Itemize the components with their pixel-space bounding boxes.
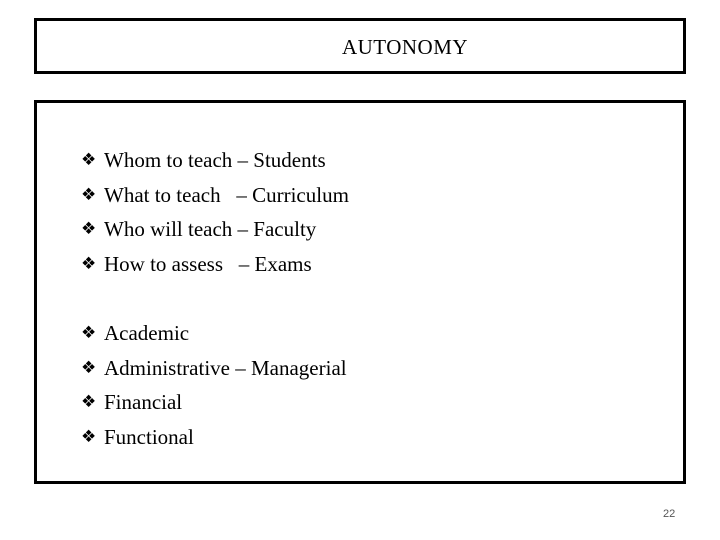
slide-title: AUTONOMY [341, 35, 469, 59]
list-item [81, 178, 349, 213]
list-item-text: Whom to teach – Students [104, 147, 326, 172]
diamond-bullet-icon: ❖ [81, 392, 97, 413]
list-item [81, 420, 347, 455]
diamond-bullet-icon: ❖ [81, 426, 97, 447]
title-box [34, 18, 686, 74]
diamond-bullet-icon: ❖ [81, 184, 97, 205]
diamond-bullet-icon: ❖ [81, 322, 97, 343]
list-item [81, 247, 349, 282]
list-item-text: Who will teach – Faculty [104, 217, 317, 242]
list-item [81, 316, 347, 351]
list-item-text: Academic [104, 320, 190, 345]
list-item-text: Functional [104, 424, 194, 449]
content-box [34, 100, 686, 484]
diamond-bullet-icon: ❖ [81, 219, 97, 240]
list-item [81, 351, 347, 386]
bullet-list-types [81, 316, 347, 455]
list-item [81, 385, 347, 420]
diamond-bullet-icon: ❖ [81, 149, 97, 170]
list-item-text: What to teach – Curriculum [104, 182, 349, 207]
list-item-text: Financial [104, 390, 183, 415]
list-item-text: Administrative – Managerial [104, 355, 347, 380]
diamond-bullet-icon: ❖ [81, 253, 97, 274]
list-item [81, 212, 349, 247]
diamond-bullet-icon: ❖ [81, 357, 97, 378]
bullet-list-questions [81, 143, 349, 282]
page-number: 22 [663, 508, 676, 520]
list-item-text: How to assess – Exams [104, 251, 312, 276]
list-item [81, 143, 349, 178]
